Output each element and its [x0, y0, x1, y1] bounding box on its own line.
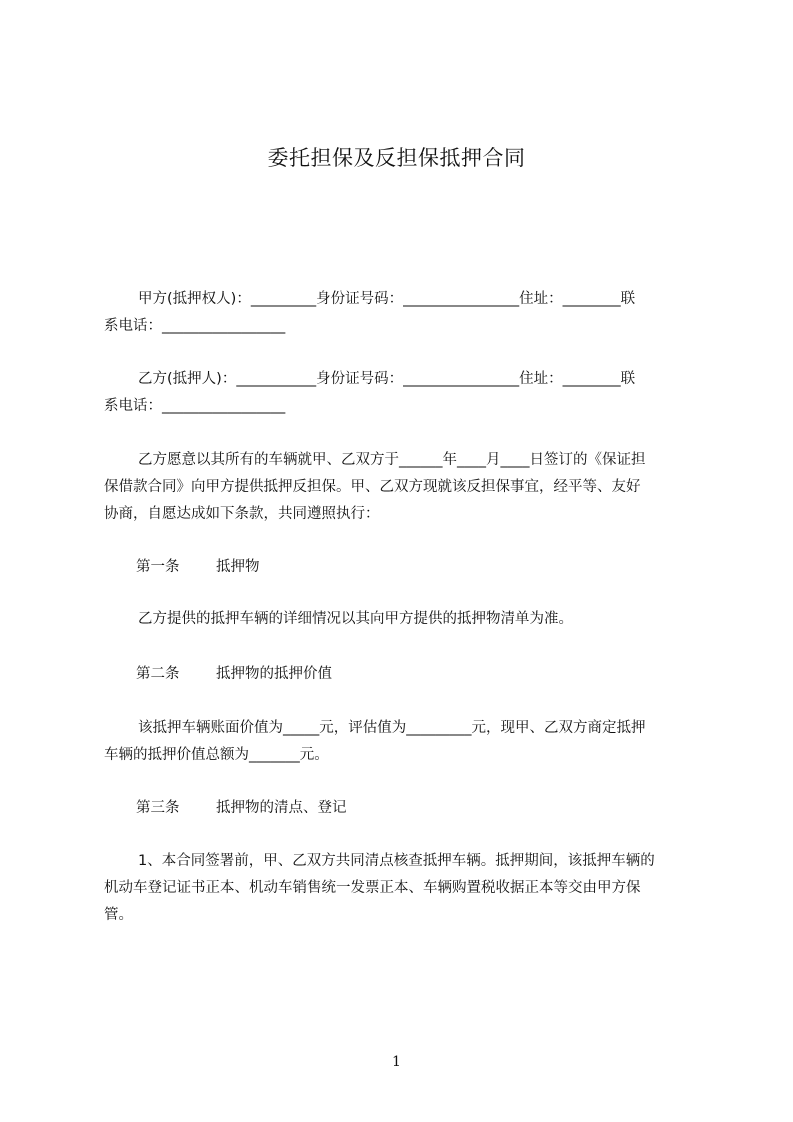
page-number: 1: [392, 1054, 401, 1070]
article-1-title: 抵押物: [216, 559, 260, 575]
party-a-line-1: 甲方(抵押权人)：_________身份证号码：________________住址：________联: [138, 291, 636, 307]
party-b-line-2: 系电话：_________________: [104, 398, 286, 414]
party-b-paragraph: [104, 366, 702, 420]
article-3-line-2: 机动车登记证书正本、机动车销售统一发票正本、车辆购置税收据正本等交由甲方保: [104, 880, 641, 896]
party-a-line-2: 系电话：_________________: [104, 318, 286, 334]
article-1-text: 乙方提供的抵押车辆的详细情况以其向甲方提供的抵押物清单为准。: [138, 611, 573, 627]
article-2-line-1: 该抵押车辆账面价值为_____元，评估值为_________元，现甲、乙双方商定抵押: [138, 720, 646, 736]
article-2-line-2: 车辆的抵押价值总额为_______元。: [104, 747, 329, 763]
article-3-number: 第三条: [136, 800, 180, 816]
intro-line-1: 乙方愿意以其所有的车辆就甲、乙双方于______年____月____日签订的《保证担: [138, 452, 646, 468]
article-3-heading: [136, 795, 347, 822]
article-3-line-3: 管。: [104, 907, 133, 923]
article-1-heading: [136, 554, 260, 581]
intro-line-3: 协商，自愿达成如下条款，共同遵照执行：: [104, 506, 380, 522]
party-b-line-1: 乙方(抵押人)：___________身份证号码：________________住址：________联: [138, 371, 636, 387]
article-3-line-1: 1、本合同签署前，甲、乙双方共同清点核查抵押车辆。抵押期间，该抵押车辆的: [138, 853, 655, 869]
article-2-title: 抵押物的抵押价值: [216, 666, 332, 682]
article-1-number: 第一条: [136, 559, 180, 575]
document-title: 委托担保及反担保抵押合同: [267, 146, 526, 170]
article-3-title: 抵押物的清点、登记: [216, 800, 347, 816]
article-3-body: [104, 848, 702, 929]
article-2-heading: [136, 661, 332, 688]
article-1-body: [104, 606, 702, 633]
party-a-paragraph: [104, 286, 702, 340]
intro-paragraph: [104, 447, 702, 528]
article-2-body: [104, 715, 702, 769]
article-2-number: 第二条: [136, 666, 180, 682]
intro-line-2: 保借款合同》向甲方提供抵押反担保。甲、乙双方现就该反担保事宜，经平等、友好: [104, 479, 641, 495]
